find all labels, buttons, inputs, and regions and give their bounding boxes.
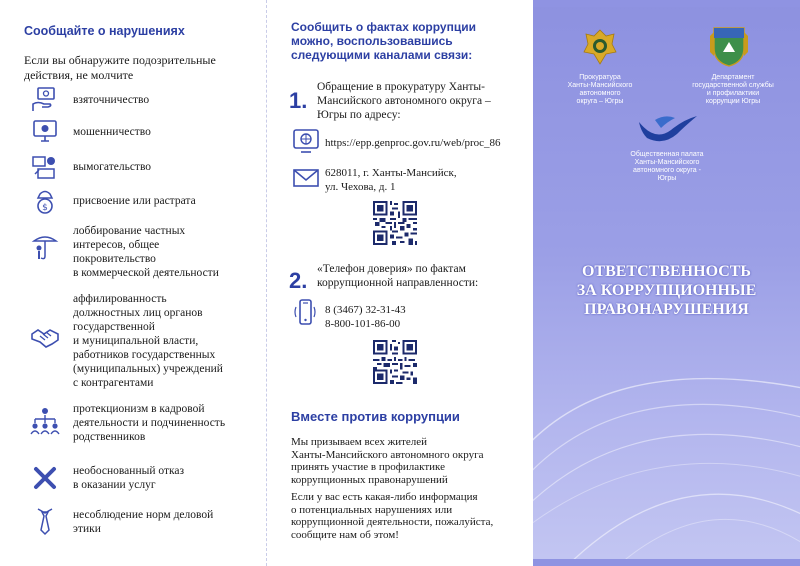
cross-icon xyxy=(30,463,60,493)
qr-code-hotline[interactable] xyxy=(373,340,417,384)
prosecutor-emblem-icon xyxy=(580,26,620,68)
top-stripe xyxy=(533,0,800,7)
together-title: Вместе против коррупции xyxy=(291,409,460,424)
public-chamber-caption: Общественная палата Ханты-Мансийского автономного округа - Югры xyxy=(630,151,704,182)
web-icon xyxy=(292,127,320,155)
violation-text: несоблюдение норм деловой этики xyxy=(73,509,214,535)
violation-text: протекционизм в кадровой деятельности и подчиненность родственников xyxy=(73,403,226,443)
phone-number-2[interactable]: 8-800-101-86-00 xyxy=(325,318,401,330)
violations-intro: Если вы обнаружите подозрительные действия, не молчите xyxy=(24,53,216,82)
cover-panel xyxy=(533,0,800,566)
hotline-channel-text: «Телефон доверия» по фактам коррупционной направленности: xyxy=(317,263,479,289)
phone-number-1[interactable]: 8 (3467) 32-31-43 xyxy=(325,304,406,316)
violation-text: вымогательство xyxy=(73,161,152,173)
decorative-waves xyxy=(533,330,800,566)
violation-text: аффилированность должностных лиц органов государственной и муниципальной власти, работников государственных (муниципальных) учреждений с контрагентами xyxy=(73,293,223,389)
fraud-icon xyxy=(30,117,60,147)
department-caption: Департамент государственной службы и профилактики коррупции Югры xyxy=(692,74,774,105)
channel-number: 2. xyxy=(289,268,308,293)
bribe-icon xyxy=(30,85,60,115)
phone-icon xyxy=(291,298,319,326)
public-chamber-logo-icon xyxy=(637,112,699,146)
violation-text: лоббирование частных интересов, общее покровительство в коммерческой деятельности xyxy=(73,225,219,279)
svg-text:$: $ xyxy=(42,203,48,213)
contacts-title: Сообщить о фактах коррупции можно, воспользовавшись следующими каналами связи: xyxy=(291,20,476,62)
qr-code-prosecutor[interactable] xyxy=(373,201,417,245)
violation-text: присвоение или растрата xyxy=(73,195,196,207)
prosecutor-address: 628011, г. Ханты-Мансийск, ул. Чехова, д. 1 xyxy=(325,167,457,193)
embezzlement-icon xyxy=(30,186,60,216)
handshake-icon xyxy=(30,322,60,352)
hotline-phones xyxy=(325,303,406,331)
violation-text: взяточничество xyxy=(73,94,150,106)
tie-icon xyxy=(30,506,60,536)
prosecutor-caption: Прокуратура Ханты-Мансийского автономного округа – Югры xyxy=(567,74,633,105)
brochure-title: ОТВЕТСТВЕННОСТЬ ЗА КОРРУПЦИОННЫЕ ПРАВОНАРУШЕНИЯ xyxy=(576,263,757,318)
mail-icon xyxy=(292,163,320,191)
hierarchy-icon xyxy=(30,406,60,436)
violations-panel xyxy=(0,0,267,566)
violation-text: необоснованный отказ в оказании услуг xyxy=(73,465,185,491)
info-request-text: Если у вас есть какая-либо информация о потенциальных нарушениях или коррупционной деятельности, пожалуйста, сообщите нам об этом! xyxy=(291,491,494,541)
lobbying-icon xyxy=(30,232,60,262)
prosecutor-channel-text: Обращение в прокуратуру Ханты- Мансийского автономного округа – Югры по адресу: xyxy=(317,81,491,121)
bottom-stripe xyxy=(533,559,800,566)
extortion-icon xyxy=(30,152,60,182)
contacts-panel xyxy=(267,0,533,566)
violations-title: Сообщайте о нарушениях xyxy=(24,24,185,38)
prosecutor-website-link[interactable]: https://epp.genproc.gov.ru/web/proc_86 xyxy=(325,137,501,149)
yugra-coat-of-arms-icon xyxy=(708,22,750,68)
appeal-text: Мы призываем всех жителей Ханты-Мансийского автономного округа принять участие в профилактике коррупционных правонарушений xyxy=(291,436,484,486)
channel-number: 1. xyxy=(289,88,308,113)
violation-text: мошенничество xyxy=(73,126,151,138)
